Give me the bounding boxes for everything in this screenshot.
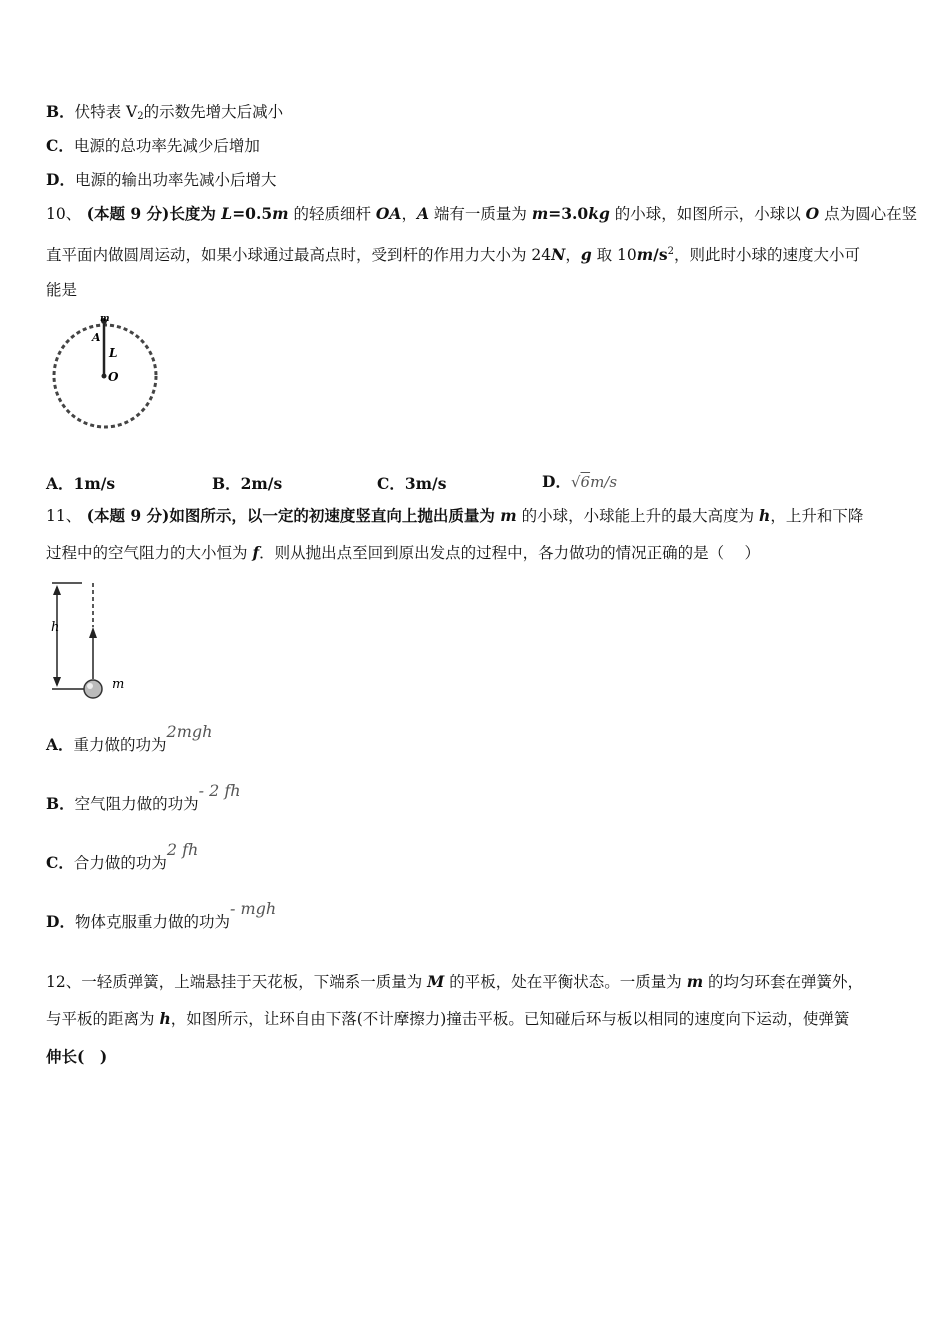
label-m: m — [112, 677, 125, 692]
q11-option-d[interactable]: D．物体克服重力做的功为- mgh — [46, 899, 277, 931]
option-c-prev: C．电源的总功率先减少后增加 — [46, 136, 260, 155]
q10-line1: 10、 (本题 9 分)长度为 L=0.5m 的轻质细杆 OA，A 端有一质量为 m=3.0kg 的小球，如图所示，小球以 O 点为圆心在竖 — [46, 204, 918, 223]
q12-line1: 12、一轻质弹簧，上端悬挂于天花板，下端系一质量为 M 的平板，处在平衡状态。一质量为 m 的均匀环套在弹簧外， — [46, 972, 864, 991]
q12-line3: 伸长( ) — [46, 1047, 108, 1066]
q11-option-c[interactable]: C．合力做的功为2 fh — [46, 840, 199, 872]
q11-line1: 11、 (本题 9 分)如图所示，以一定的初速度竖直向上抛出质量为 m 的小球，小球能上升的最大高度为 h，上升和下降 — [46, 506, 864, 525]
ball — [84, 680, 102, 698]
q10-option-a[interactable]: A．1m/s — [46, 474, 116, 493]
option-b-prev: B．伏特表 $V_2$的示数先增大后减小 — [46, 102, 284, 122]
q10-option-b[interactable]: B．2m/s — [212, 474, 283, 493]
q10-option-d[interactable]: D．√6m/s — [542, 472, 618, 491]
thrown-ball-figure — [40, 575, 140, 705]
ball-highlight — [87, 683, 93, 689]
q11-option-b[interactable]: B．空气阻力做的功为- 2 fh — [46, 781, 241, 813]
velocity-arrow-head — [89, 627, 97, 638]
height-arrow-up-head — [53, 585, 61, 595]
q10-line3: 能是 — [46, 281, 78, 299]
q11-option-a[interactable]: A．重力做的功为2mgh — [46, 722, 213, 754]
label-o: O — [108, 370, 119, 384]
sqrt-symbol: √ — [570, 473, 581, 491]
option-d-prev: D．电源的输出功率先减小后增大 — [46, 170, 277, 189]
label-a: A — [92, 331, 101, 344]
height-arrow-down-head — [53, 677, 61, 687]
q10-line2: 直平面内做圆周运动，如果小球通过最高点时，受到杆的作用力大小为 24N，g 取 $10m/s^2$，则此时小球的速度大小可 — [46, 245, 860, 264]
center-point-o — [102, 374, 107, 379]
label-h: h — [51, 620, 60, 635]
label-m-top: m — [100, 314, 110, 324]
q11-line2: 过程中的空气阻力的大小恒为 f．则从抛出点至回到原出发点的过程中，各力做功的情况正确的是（ ） — [46, 543, 761, 562]
circle-rod-figure — [46, 310, 166, 435]
label-l: L — [109, 346, 118, 360]
q12-line2: 与平板的距离为 h，如图所示，让环自由下落(不计摩擦力)撞击平板。已知碰后环与板以相同的速度向下运动，使弹簧 — [46, 1009, 850, 1028]
q10-option-c[interactable]: C．3m/s — [377, 474, 447, 493]
